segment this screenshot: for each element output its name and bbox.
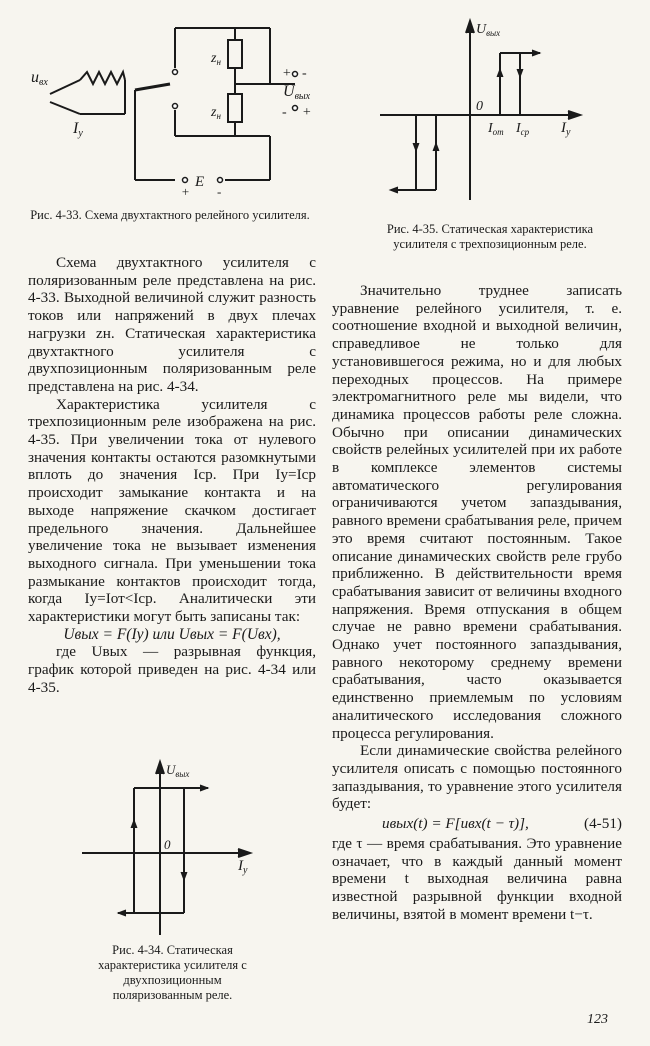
figure-4-33-caption: Рис. 4-33. Схема двухтактного релейного усилителя. xyxy=(30,208,310,222)
right-paragraph-1: Значительно труднее записать уравнение релейного усилителя, т. е. соотношение входной и выходной величин, справедливое не только для установившегося режима, но и для любых переходных процессов. На примере электромагнитного реле мы видели, что динамика процессов работы реле сложна. Обычно при описании динамических свойств релейных усилителей при их работе в комплексе элементов системы автоматического регулирования ограничиваются учетом запаздывания, равного времени срабатывания реле, причем это время считают постоянным. Такое описание динамических свойств реле грубо приближенно. В действительности время срабатывания зависит от величины входного напряжения. Время отпускания в общем случае не равно времени срабатывания. Однако учет постоянного запаздывания, равного некоторому среднему времени срабатывания, часто оказывается единственно приемлемым по условиям аналитического исследования сложного процесса регулирования. xyxy=(332,282,622,742)
page-number: 123 xyxy=(587,1012,608,1027)
input-voltage-label: uвх xyxy=(31,69,48,88)
minus-label-2: - xyxy=(282,105,287,120)
equation-body: uвых(t) = F[uвх(t − τ)], xyxy=(382,815,529,833)
minus-label-3: - xyxy=(217,184,222,199)
three-position-characteristic xyxy=(376,15,616,205)
x-axis-label: $I_у$ xyxy=(238,858,248,876)
plus-label-2: + xyxy=(302,105,312,120)
x-axis-label: $I_у$ xyxy=(561,120,571,138)
right-paragraph-2: Если динамические свойства релейного усилителя описать с помощью постоянного запаздывания, то уравнение этого усилителя будет: xyxy=(332,742,622,813)
equation-4-51 xyxy=(332,815,622,833)
load1-label: $z_н$ xyxy=(211,51,221,67)
equation-number: (4-51) xyxy=(584,815,622,833)
figure-4-33 xyxy=(25,20,315,200)
y-axis-label: $U_{вых}$ xyxy=(476,22,501,38)
left-paragraph-2: Характеристика усилителя с трехпозиционным реле изображена на рис. 4-35. При увеличении тока от нулевого значения контакты остаются разомкнутыми вплоть до значения Iср. При Iу=Iср происходит замыкание контакта и на выходе напряжение скачком достигает предельного значения. Дальнейшее увеличение тока не вызывает изменения выходного сигнала. При уменьшении тока размыкание контактов происходит тогда, когда Iу=Iот<Iср. Аналитически эти характеристики могут быть записаны так: xyxy=(28,395,316,626)
origin-label: 0 xyxy=(476,99,483,114)
operate-current-label: $I_{ср}$ xyxy=(516,121,530,137)
release-current-label: $I_{от}$ xyxy=(488,121,504,137)
relay-amplifier-schematic xyxy=(25,20,315,200)
output-voltage-label: Uвых xyxy=(283,83,311,102)
figure-4-34-caption: Рис. 4-34. Статическая характеристика усилителя с двухпозиционным поляризованным реле. xyxy=(98,943,247,1002)
plus-label-3: + xyxy=(181,184,190,199)
y-axis-label: $U_{вых}$ xyxy=(166,762,190,779)
origin-label: 0 xyxy=(164,837,171,852)
minus-label-1: - xyxy=(302,66,307,81)
source-label: E xyxy=(195,174,205,190)
figure-4-35-caption: Рис. 4-35. Статическая характеристика усилителя с трехпозиционным реле. xyxy=(386,222,594,251)
two-position-characteristic xyxy=(78,760,268,935)
right-paragraph-3: где τ — время срабатывания. Это уравнение означает, что в каждый данный момент времени t выходная величина равна известной разрывной функции входной величины, взятой в момент времени t−τ. xyxy=(332,834,622,923)
left-column xyxy=(28,254,316,697)
control-current-label: Iу xyxy=(73,120,83,139)
figure-4-34 xyxy=(78,760,268,935)
left-formula: Uвых = F(Iу) или Uвых = F(Uвх), xyxy=(63,625,281,643)
figure-4-35 xyxy=(376,15,616,205)
left-paragraph-3: где Uвых — разрывная функция, график которой приведен на рис. 4-34 или 4-35. xyxy=(28,643,316,696)
left-paragraph-1: Схема двухтактного усилителя с поляризованным реле представлена на рис. 4-33. Выходной величиной служит разность токов или напряжений в двух плечах нагрузки zн. Статическая характеристика двухтактного усилителя с двухпозиционным поляризованным реле представлена на рис. 4-34. xyxy=(28,254,316,395)
plus-label-1: + xyxy=(282,66,292,81)
right-column xyxy=(332,282,622,923)
load2-label: $z_н$ xyxy=(211,105,221,121)
